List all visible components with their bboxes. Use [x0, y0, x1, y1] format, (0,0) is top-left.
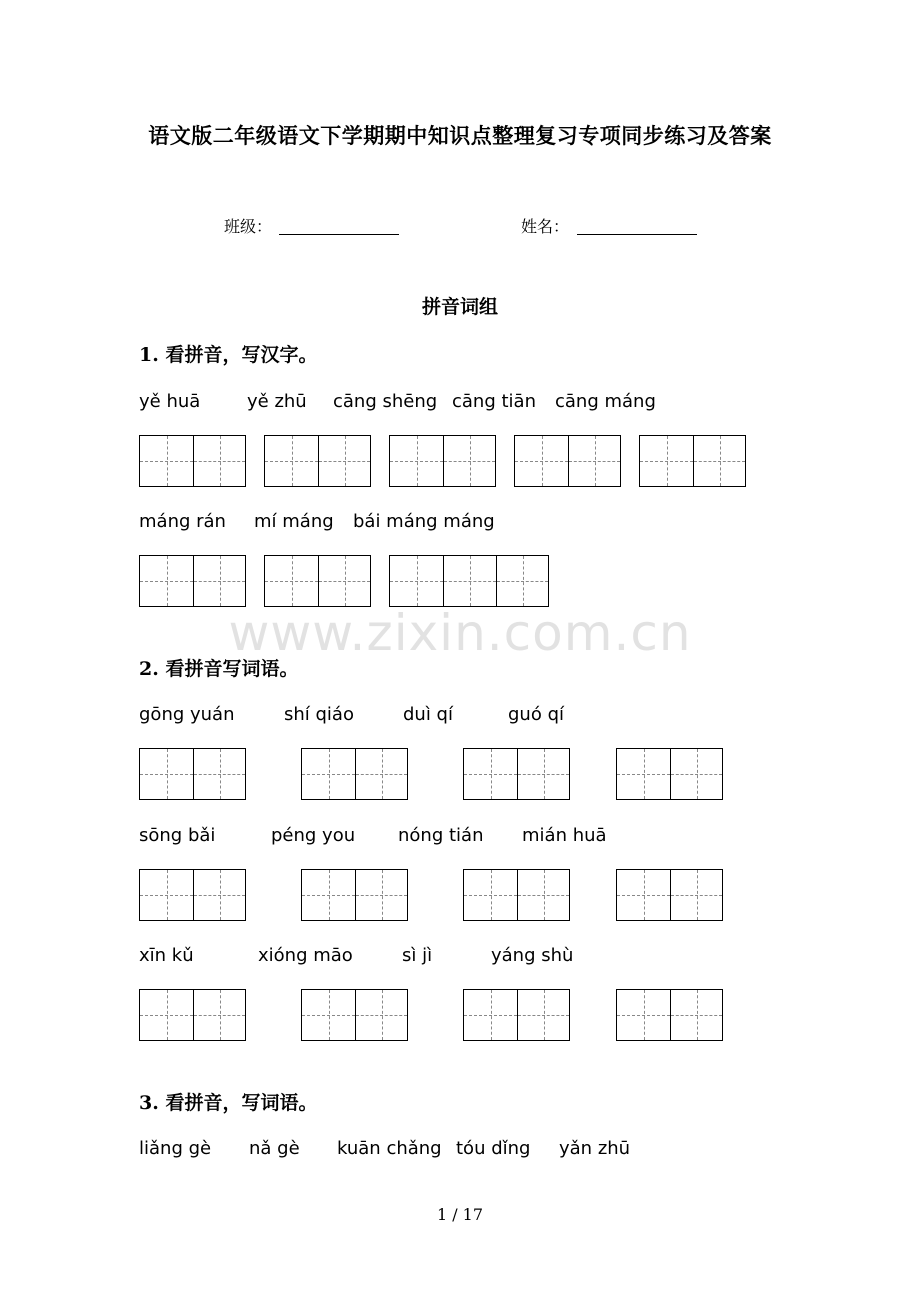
writing-box[interactable]: [389, 435, 496, 487]
question-2-heading: 2. 看拼音写词语。: [139, 658, 299, 680]
writing-box[interactable]: [616, 869, 723, 921]
pinyin-label: gōng yuán: [139, 704, 235, 725]
pinyin-label: máng rán: [139, 511, 226, 532]
question-3-heading: 3. 看拼音，写词语。: [139, 1092, 318, 1114]
name-label: 姓名：: [521, 217, 570, 236]
pinyin-label: tóu dǐng: [456, 1138, 531, 1159]
pinyin-label: mián huā: [522, 825, 607, 846]
pinyin-label: sì jì: [402, 945, 433, 966]
pinyin-label: cāng máng: [555, 391, 656, 412]
pinyin-label: yáng shù: [491, 945, 574, 966]
pinyin-label: bái máng máng: [353, 511, 495, 532]
pinyin-label: yǎn zhū: [559, 1138, 631, 1159]
pinyin-label: liǎng gè: [139, 1138, 212, 1159]
writing-box[interactable]: [639, 435, 746, 487]
question-1-heading: 1. 看拼音，写汉字。: [139, 344, 318, 366]
pinyin-label: yě zhū: [247, 391, 307, 412]
class-label: 班级：: [224, 217, 273, 236]
pinyin-label: nǎ gè: [249, 1138, 300, 1159]
writing-box[interactable]: [139, 989, 246, 1041]
writing-box[interactable]: [463, 989, 570, 1041]
writing-box[interactable]: [463, 869, 570, 921]
pinyin-label: yě huā: [139, 391, 201, 412]
page-number: 1 / 17: [436, 1205, 484, 1224]
writing-box[interactable]: [616, 989, 723, 1041]
pinyin-label: péng you: [271, 825, 356, 846]
writing-box[interactable]: [139, 748, 246, 800]
writing-box[interactable]: [389, 555, 549, 607]
pinyin-label: xióng māo: [258, 945, 353, 966]
pinyin-label: kuān chǎng: [337, 1138, 442, 1159]
writing-box[interactable]: [264, 435, 371, 487]
watermark: www.zixin.com.cn: [228, 604, 692, 662]
pinyin-label: cāng tiān: [452, 391, 536, 412]
document-title: 语文版二年级语文下学期期中知识点整理复习专项同步练习及答案: [148, 123, 772, 148]
pinyin-label: guó qí: [508, 704, 564, 725]
section-title: 拼音词组: [421, 296, 498, 318]
writing-box[interactable]: [616, 748, 723, 800]
pinyin-label: duì qí: [403, 704, 453, 725]
writing-box[interactable]: [264, 555, 371, 607]
writing-box[interactable]: [139, 869, 246, 921]
name-blank: [577, 234, 697, 235]
pinyin-label: sōng bǎi: [139, 825, 216, 846]
writing-box[interactable]: [139, 435, 246, 487]
pinyin-label: cāng shēng: [333, 391, 438, 412]
writing-box[interactable]: [139, 555, 246, 607]
pinyin-label: xīn kǔ: [139, 945, 194, 966]
writing-box[interactable]: [301, 748, 408, 800]
writing-box[interactable]: [301, 989, 408, 1041]
writing-box[interactable]: [463, 748, 570, 800]
writing-box[interactable]: [301, 869, 408, 921]
class-blank: [279, 234, 399, 235]
writing-box[interactable]: [514, 435, 621, 487]
pinyin-label: mí máng: [254, 511, 334, 532]
pinyin-label: nóng tián: [398, 825, 484, 846]
pinyin-label: shí qiáo: [284, 704, 354, 725]
